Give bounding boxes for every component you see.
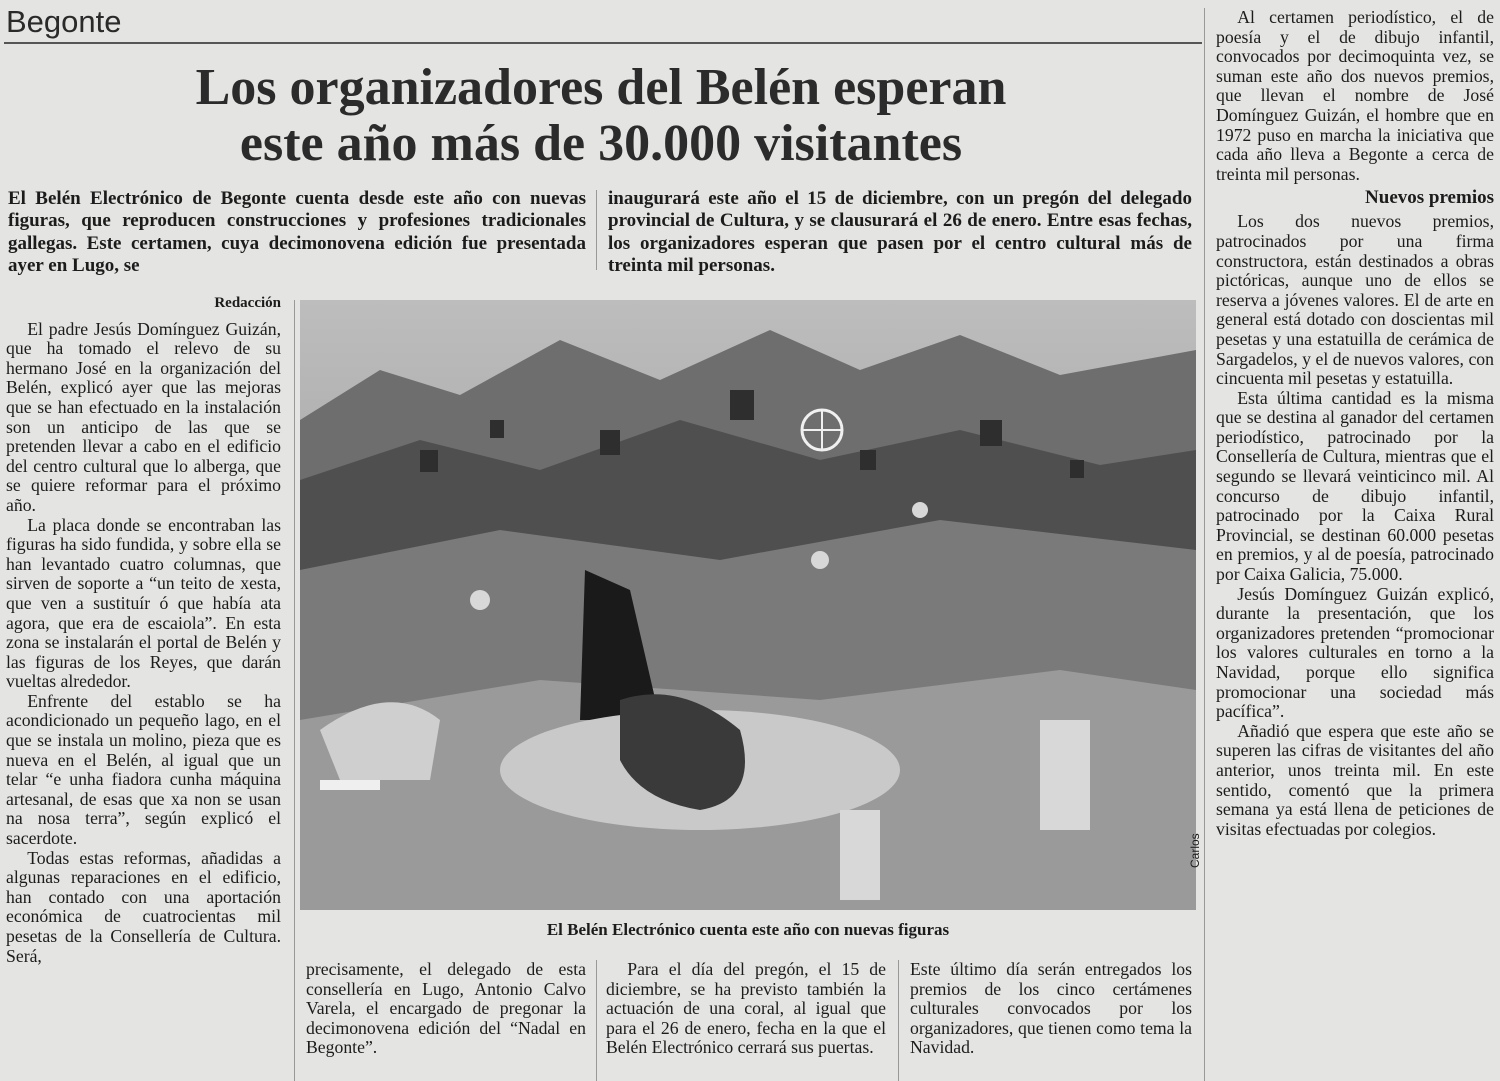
headline xyxy=(4,60,1198,172)
column-divider xyxy=(1204,8,1205,1081)
body-paragraph: Este último día serán entregados los premios de los cinco certámenes culturales convocados por los organizadores, que tienen como tema la Navidad. xyxy=(910,959,1192,1058)
body-paragraph: Al certamen periodístico, el de poesía y el de dibujo infantil, convocados por decimoquinta vez, se suman este año dos nuevos premios, que llevan el nombre de José Domínguez Guizán, el hombre que en 1972 puso en marcha la iniciativa que cada año lleva a Begonte a cerca de treinta mil personas. xyxy=(1216,7,1494,184)
column-divider xyxy=(898,960,899,1081)
article-column-4 xyxy=(910,960,1192,1081)
body-paragraph: El padre Jesús Domínguez Guizán, que ha tomado el relevo de su hermano José en la organización del Belén, explicó ayer que las mejoras que se han efectuado en la instalación son un anticipo de las que se pretenden llevar a cabo en el edificio del centro cultural que lo alberga, que se quiere reformar para el próximo año. xyxy=(6,318,281,515)
section-divider xyxy=(4,42,1202,44)
column-divider xyxy=(294,300,295,1081)
body-paragraph: Esta última cantidad es la misma que se destina al ganador del certamen periodístico, patrocinado por la Consellería de Cultura, mientras que el segundo se llevará veinticinco mil. Al concurso de dibujo infantil, patrocinado por la Caixa Rural Provincial, se destinan 60.000 pesetas en premios, y al de poesía, patrocinado por Caixa Galicia, 75.000. xyxy=(1216,387,1494,585)
nativity-scene-photo xyxy=(300,300,1196,910)
article-column-2 xyxy=(306,960,586,1081)
headline-line-1: Los organizadores del Belén esperan xyxy=(195,59,1007,116)
article-column-1 xyxy=(6,295,281,1081)
nativity-scene-illustration xyxy=(300,300,1196,910)
article-column-3 xyxy=(606,960,886,1081)
photo-credit: Carlos xyxy=(1188,833,1202,868)
body-paragraph: Todas estas reformas, añadidas a algunas reparaciones en el edificio, han contado con una aportación económica de cuatrocientas mil pesetas de la Consellería de Cultura. Será, xyxy=(6,847,281,966)
body-paragraph: Añadió que espera que este año se superen las cifras de visitantes del año anterior, unos treinta mil. En este sentido, comentó que la primera semana ya está llena de peticiones de visitas efectuadas por colegios. xyxy=(1216,720,1494,839)
body-paragraph: Enfrente del establo se ha acondicionado un pequeño lago, en el que se instala un molino, pieza que es nueva en el Belén, al igual que un telar “e unha fiadora cunha máquina artesanal, de esas que xa non se usan na nosa terra”, según explicó el sacerdote. xyxy=(6,690,281,849)
section-label: Begonte xyxy=(6,4,122,39)
body-paragraph: precisamente, el delegado de esta consellería en Lugo, Antonio Calvo Varela, el encargado de pregonar la decimonovena edición del “Nadal en Begonte”. xyxy=(306,959,586,1058)
subheading: Nuevos premios xyxy=(1365,187,1494,209)
body-paragraph: Para el día del pregón, el 15 de diciembre, se ha previsto también la actuación de una coral, al igual que para el 26 de enero, fecha en la que el Belén Electrónico cerrará sus puertas. xyxy=(606,959,886,1058)
body-paragraph: La placa donde se encontraban las figuras ha sido fundida, y sobre ella se han levantado cuatro columnas, que sirven de soporte a “un teito de xesta, que ven a sustituír ó que había ata agora, que era de escaiola”. En esta zona se instalarán el portal de Belén y las figuras de los Reyes, que darán vueltas alrededor. xyxy=(6,514,281,692)
column-divider xyxy=(596,190,597,270)
lead-paragraph-right: inaugurará este año el 15 de diciembre, con un pregón del delegado provincial de Cultura, y se clausurará el 26 de enero. Entre esas fechas, los organizadores esperan que pasen por el centro cultural más de treinta mil personas. xyxy=(608,188,1192,276)
body-paragraph: Los dos nuevos premios, patrocinados por una firma constructora, están destinados a obras pictóricas, aunque uno de ellos se reserva a jóvenes valores. El de arte en general está dotado con doscientas mil pesetas y una estatuilla de cerámica de Sargadelos, y el de nuevos valores, con cincuenta mil pesetas y estatuilla. xyxy=(1216,211,1494,389)
headline-line-2: este año más de 30.000 visitantes xyxy=(239,115,963,172)
column-divider xyxy=(596,960,597,1081)
lead-paragraph-left: El Belén Electrónico de Begonte cuenta desde este año con nuevas figuras, que reproducen construcciones y profesiones tradicionales gallegas. Este certamen, cuya decimonovena edición fue presentada ayer en Lugo, se xyxy=(8,188,586,276)
photo-caption: El Belén Electrónico cuenta este año con nuevas figuras xyxy=(546,920,950,939)
byline: Redacción xyxy=(214,295,281,311)
body-paragraph: Jesús Domínguez Guizán explicó, durante la presentación, que los organizadores pretenden “promocionar los valores culturales en torno a la Navidad, porque ello significa promocionar una sociedad más pacífica”. xyxy=(1216,583,1494,722)
article-column-5 xyxy=(1216,8,1494,1081)
